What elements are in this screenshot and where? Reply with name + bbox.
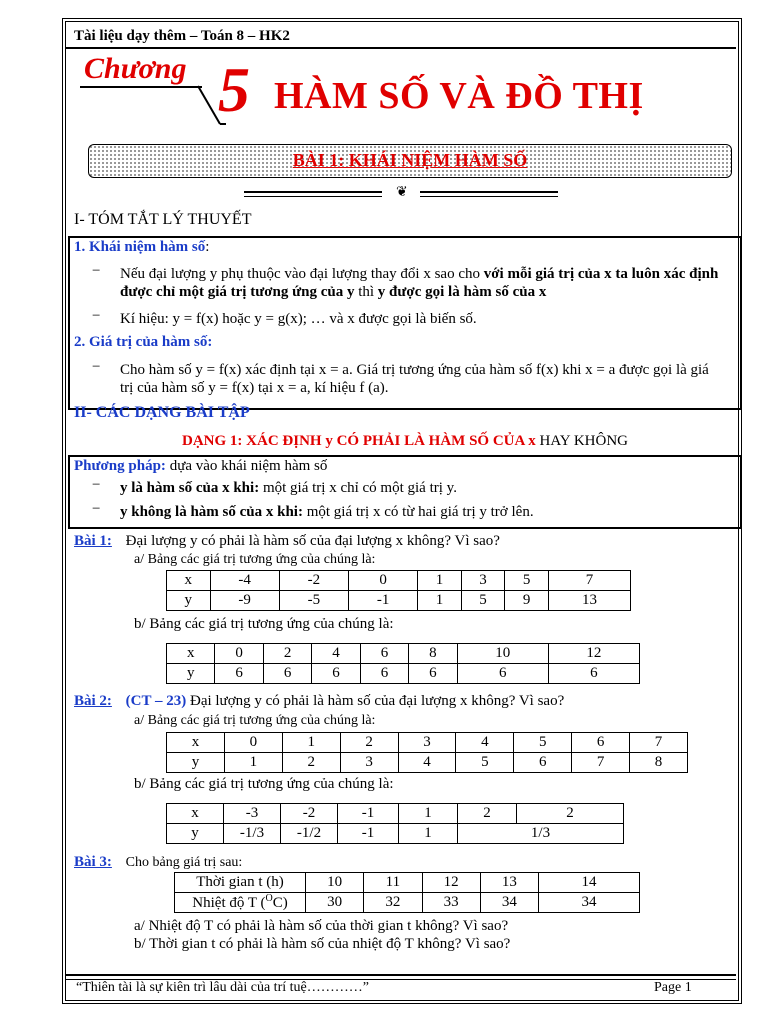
table-cell: x [167, 733, 225, 753]
bai1-line [74, 532, 500, 550]
table-cell: 7 [630, 733, 688, 753]
table-cell: 5 [514, 733, 572, 753]
table-row [167, 753, 688, 773]
table-cell: 3 [461, 571, 505, 591]
table-cell: -3 [224, 804, 281, 824]
table-cell: -1 [338, 804, 399, 824]
bai1-label: Bài 1: [74, 533, 112, 549]
table-cell: 3 [340, 753, 398, 773]
table-cell: 32 [364, 893, 422, 913]
table-cell: 6 [312, 664, 360, 684]
m1-text: một giá trị x chỉ có một giá trị y. [259, 480, 457, 496]
table-cell: -2 [281, 804, 338, 824]
bullet-dash: − [92, 501, 101, 517]
table-cell: 14 [539, 873, 640, 893]
concept-title [74, 239, 209, 256]
bullet-dash: − [92, 308, 101, 324]
table-cell: -1/3 [224, 824, 281, 844]
table-cell: -9 [210, 591, 279, 611]
exercises-heading: II- CÁC DẠNG BÀI TẬP [74, 404, 250, 421]
table-cell: 1 [418, 591, 462, 611]
table-cell: 0 [215, 644, 263, 664]
bai2-table-a [166, 732, 688, 773]
table-cell: 4 [312, 644, 360, 664]
table-cell: 1 [399, 824, 458, 844]
concept-colon: : [205, 239, 210, 255]
footer-quote: “Thiên tài là sự kiên trì lâu dài của trí tuệ…………” [76, 980, 369, 995]
table-cell: 4 [456, 733, 514, 753]
table-cell: 13 [480, 873, 538, 893]
table-cell: 2 [282, 753, 340, 773]
bai3-table [174, 872, 640, 913]
table-cell: 4 [398, 753, 456, 773]
dang1-plain: HAY KHÔNG [535, 433, 628, 449]
m2-text: một giá trị x có từ hai giá trị y trở lên. [302, 504, 534, 520]
method-text: dựa vào khái niệm hàm số [165, 458, 328, 474]
table-cell: 6 [548, 664, 639, 684]
table-row [167, 733, 688, 753]
bullet-dash: − [92, 359, 101, 375]
bai2-table-b [166, 803, 624, 844]
bullet1-bold: với mỗi giá trị của x ta luôn xác định được chỉ một giá trị tương ứng của y [120, 266, 719, 300]
chapter-title: HÀM SỐ VÀ ĐỒ THỊ [274, 75, 644, 117]
table-cell: 6 [360, 644, 408, 664]
table-cell: 6 [215, 664, 263, 684]
table-cell: 8 [630, 753, 688, 773]
bai1-table-a [166, 570, 631, 611]
table-cell: 1/3 [458, 824, 624, 844]
table-row [167, 571, 631, 591]
concept-bullet-2: Kí hiệu: y = f(x) hoặc y = g(x); … và x được gọi là biến số. [120, 311, 477, 327]
ornament-line-left [244, 191, 382, 197]
table-cell: 7 [548, 571, 630, 591]
table-cell: -5 [279, 591, 348, 611]
bai3-label: Bài 3: [74, 854, 112, 870]
table-cell: 1 [399, 804, 458, 824]
dang1-title [60, 433, 750, 450]
bai3-line [74, 853, 242, 872]
table-cell: 1 [224, 753, 282, 773]
bullet-dash: − [92, 263, 101, 279]
table-cell: 6 [457, 664, 548, 684]
bullet1-bold2: y được gọi là hàm số của x [377, 284, 547, 300]
bai1-question: Đại lượng y có phải là hàm số của đại lượng x không? Vì sao? [125, 533, 500, 549]
bai3-question: Cho bảng giá trị sau: [125, 855, 243, 870]
table-cell: 6 [572, 733, 630, 753]
table-row [175, 873, 640, 893]
table-row [175, 893, 640, 913]
table-cell: 34 [480, 893, 538, 913]
value-bullet: Cho hàm số y = f(x) xác định tại x = a. Giá trị tương ứng của hàm số f(x) khi x = a được gọi là giá trị của hàm số y = f(x) tại x = a, kí hiệu f (a). [120, 362, 709, 396]
table-cell: 12 [422, 873, 480, 893]
table-cell: 5 [505, 571, 549, 591]
table-cell: 9 [505, 591, 549, 611]
theory-heading: I- TÓM TẮT LÝ THUYẾT [74, 211, 252, 228]
bullet1-mid: thì [354, 284, 378, 300]
bai2-b-caption: b/ Bảng các giá trị tương ứng của chúng là: [134, 776, 394, 792]
table-cell: 12 [548, 644, 639, 664]
header-divider [66, 47, 736, 49]
table-cell: 6 [263, 664, 311, 684]
table-cell: x [167, 804, 224, 824]
page-number: Page 1 [654, 980, 692, 995]
table-cell: y [167, 591, 211, 611]
bai2-line [74, 692, 564, 710]
table-cell: -1 [348, 591, 417, 611]
lesson-title: BÀI 1: KHÁI NIỆM HÀM SỐ [292, 150, 528, 170]
chapter-word: Chương [84, 52, 187, 85]
table-cell: y [167, 824, 224, 844]
table-cell: 6 [360, 664, 408, 684]
table-cell: 1 [282, 733, 340, 753]
bullet-dash: − [92, 477, 101, 493]
table-cell: 5 [456, 753, 514, 773]
table-cell-label [175, 893, 306, 913]
method-line [74, 457, 327, 475]
temp-label-sup: O [265, 893, 273, 904]
ornament-line-right [420, 191, 558, 197]
bullet1-plain: Nếu đại lượng y phụ thuộc vào đại lượng thay đổi x sao cho [120, 266, 484, 282]
dang1-colored: DẠNG 1: XÁC ĐỊNH y CÓ PHẢI LÀ HÀM SỐ CỦA x [182, 433, 536, 449]
table-cell: -1/2 [281, 824, 338, 844]
table-row [167, 824, 624, 844]
table-cell: y [167, 753, 225, 773]
m1-bold: y là hàm số của x khi: [120, 480, 260, 496]
method-bullet-1 [120, 479, 457, 497]
table-cell: 6 [514, 753, 572, 773]
table-cell: 6 [409, 664, 457, 684]
table-cell: 34 [539, 893, 640, 913]
table-cell: 10 [306, 873, 364, 893]
table-cell: 11 [364, 873, 422, 893]
chapter-number: 5 [218, 54, 250, 125]
table-cell: 33 [422, 893, 480, 913]
table-cell: 30 [306, 893, 364, 913]
table-cell: x [167, 644, 215, 664]
table-cell: 2 [263, 644, 311, 664]
table-cell: -1 [338, 824, 399, 844]
bai1-b-caption: b/ Bảng các giá trị tương ứng của chúng là: [134, 616, 394, 632]
bai3-question-b: b/ Thời gian t có phải là hàm số của nhiệt độ T không? Vì sao? [134, 936, 511, 952]
concept-bullet-1 [120, 265, 730, 301]
bai1-a-caption: a/ Bảng các giá trị tương ứng của chúng là: [134, 552, 376, 567]
table-cell: 3 [398, 733, 456, 753]
method-bullet-2 [120, 503, 534, 521]
table-cell: 1 [418, 571, 462, 591]
table-cell: 7 [572, 753, 630, 773]
concept-title-text: 1. Khái niệm hàm số [74, 239, 206, 255]
bai1-table-b [166, 643, 640, 684]
table-row [167, 664, 640, 684]
document-header: Tài liệu dạy thêm – Toán 8 – HK2 [74, 28, 290, 44]
ornament-icon: ❦ [396, 185, 408, 200]
table-cell: 2 [517, 804, 624, 824]
bai3-question-a: a/ Nhiệt độ T có phải là hàm số của thời gian t không? Vì sao? [134, 918, 509, 934]
table-cell: y [167, 664, 215, 684]
value-title: 2. Giá trị của hàm số: [74, 334, 213, 350]
table-cell: 8 [409, 644, 457, 664]
table-row [167, 644, 640, 664]
table-cell: -2 [279, 571, 348, 591]
table-cell: -4 [210, 571, 279, 591]
method-label: Phương pháp: [74, 458, 166, 474]
bai2-question: Đại lượng y có phải là hàm số của đại lượng x không? Vì sao? [186, 693, 565, 709]
table-cell: Thời gian t (h) [175, 873, 306, 893]
chapter-underline [80, 86, 202, 88]
table-cell: 0 [348, 571, 417, 591]
table-row [167, 804, 624, 824]
temp-label-post: C) [272, 895, 288, 911]
table-cell: 2 [458, 804, 517, 824]
table-cell: 0 [224, 733, 282, 753]
table-cell: 13 [548, 591, 630, 611]
temp-label-pre: Nhiệt độ T ( [192, 895, 266, 911]
bai2-label: Bài 2: [74, 693, 112, 709]
bai2-source: (CT – 23) [125, 693, 187, 709]
table-cell: 2 [340, 733, 398, 753]
table-row [167, 591, 631, 611]
table-cell: 10 [457, 644, 548, 664]
bai2-a-caption: a/ Bảng các giá trị tương ứng của chúng là: [134, 713, 376, 728]
table-cell: 5 [461, 591, 505, 611]
table-cell: x [167, 571, 211, 591]
m2-bold: y không là hàm số của x khi: [120, 504, 303, 520]
